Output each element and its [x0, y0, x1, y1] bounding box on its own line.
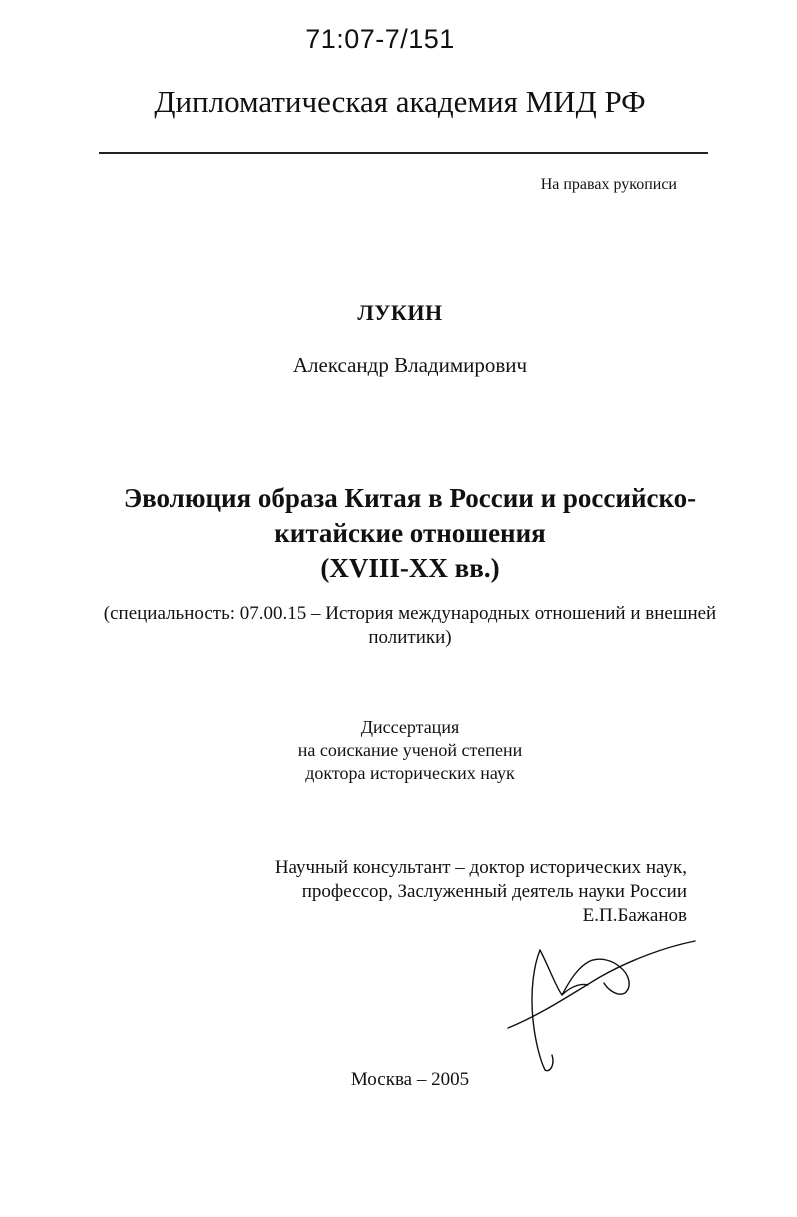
consultant-line: Научный консультант – доктор исторических наук, — [274, 857, 687, 878]
city-year: Москва – 2005 — [350, 1069, 470, 1090]
catalog-number-text: 71:07-7/151 — [305, 24, 455, 54]
degree-line: доктора исторических наук — [305, 763, 515, 783]
title-line: (XVIII-XX вв.) — [320, 553, 500, 583]
title-line: китайские отношения — [274, 518, 546, 548]
degree-line: Диссертация — [360, 717, 460, 737]
title-line: Эволюция образа Китая в России и российско- — [123, 483, 697, 513]
consultant-line: Е.П.Бажанов — [582, 905, 687, 926]
scientific-consultant — [275, 856, 687, 928]
author-given-names: Александр Владимирович — [292, 353, 528, 377]
degree-statement — [0, 716, 797, 785]
handwritten-signature — [500, 935, 700, 1075]
header-divider — [99, 152, 708, 154]
specialty-line: (специальность: 07.00.15 – История международных отношений и внешней — [103, 603, 717, 624]
specialty-line: политики) — [368, 627, 452, 648]
specialty — [0, 602, 797, 650]
degree-line: на соискание ученой степени — [297, 740, 523, 760]
consultant-line: профессор, Заслуженный деятель науки России — [301, 881, 687, 902]
institution-name: Дипломатическая академия МИД РФ — [154, 84, 646, 119]
rights-note: На правах рукописи — [540, 176, 677, 193]
catalog-number — [0, 24, 760, 55]
dissertation-title — [0, 481, 797, 586]
author-surname: ЛУКИН — [357, 300, 443, 325]
